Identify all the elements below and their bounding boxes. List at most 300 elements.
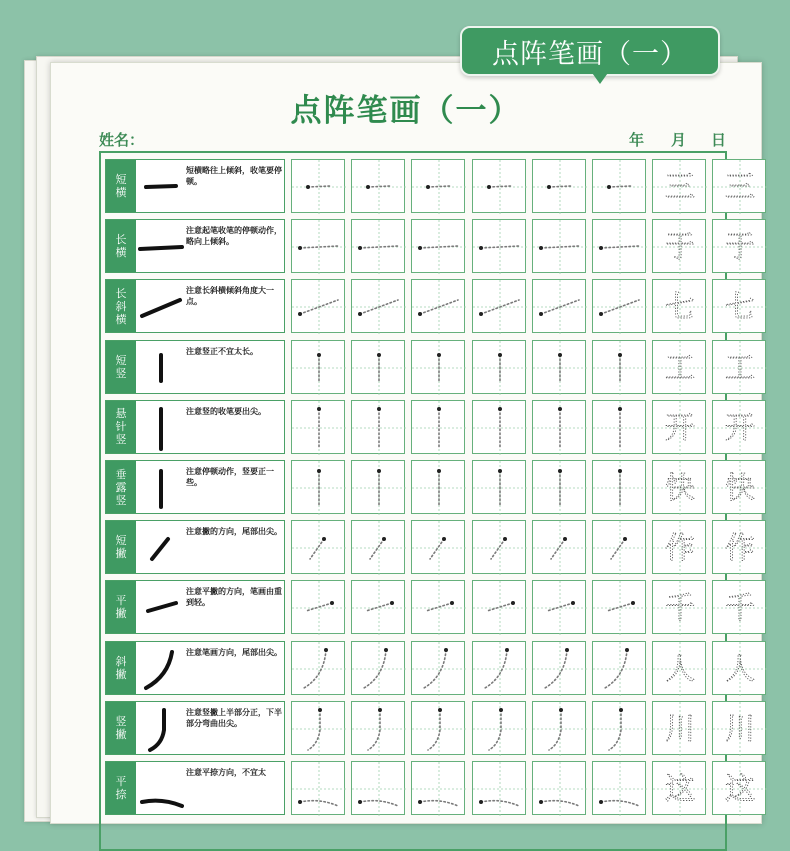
start-dot [499,708,503,712]
trace-cell[interactable] [411,400,465,454]
stroke-name-tab [106,461,136,513]
trace-cell[interactable] [351,460,405,514]
cell-guide-lines [473,762,527,816]
trace-cell[interactable] [291,520,345,574]
dotted-stroke [611,539,625,559]
dotted-stroke [489,186,511,187]
cell-guide-lines [653,341,707,395]
example-char-cell[interactable] [712,159,766,213]
trace-cell[interactable] [411,279,465,333]
stroke-label-box [105,400,285,454]
trace-cell[interactable] [291,279,345,333]
stroke-name-char: 斜 [115,654,127,668]
start-dot [503,537,507,541]
stroke-name-tab [106,762,136,814]
cell-guide-lines [713,762,767,816]
start-dot [599,246,603,250]
cell-guide-lines [593,401,647,455]
trace-cell[interactable] [532,520,586,574]
start-dot [631,601,635,605]
trace-cell[interactable] [351,701,405,755]
cell-guide-lines [292,581,346,635]
cell-guide-lines [292,762,346,816]
dotted-stroke [308,186,330,187]
dotted-stroke [364,650,386,688]
start-dot [418,312,422,316]
cell-guide-lines [713,160,767,214]
start-dot [618,407,622,411]
example-char-cell[interactable] [712,520,766,574]
trace-cell[interactable] [472,219,526,273]
cell-guide-lines [473,280,527,334]
trace-cell[interactable] [532,400,586,454]
example-char-cell[interactable] [712,761,766,815]
trace-cell[interactable] [592,159,646,213]
stroke-name-char: 竖 [115,714,127,728]
cell-guide-lines [653,702,707,756]
cell-guide-lines [533,280,587,334]
dotted-stroke [428,186,450,187]
stroke-name-char: 斜 [115,299,127,313]
cell-guide-lines [593,521,647,575]
trace-cell[interactable] [472,400,526,454]
stroke-label-box [105,761,285,815]
trace-cell[interactable] [532,340,586,394]
trace-cell[interactable] [291,159,345,213]
trace-cell[interactable] [411,219,465,273]
example-char: 于 [665,230,696,266]
stroke-label-box [105,460,285,514]
dotted-stroke [489,710,501,750]
cell-guide-lines [292,642,346,696]
trace-cell[interactable] [532,460,586,514]
stroke-label-box [105,340,285,394]
start-dot [607,185,611,189]
example-char: 七 [665,290,696,326]
start-dot [547,185,551,189]
dotted-stroke [551,539,565,559]
stroke-name-char: 长 [115,233,127,247]
cell-guide-lines [713,521,767,575]
trace-cell[interactable] [351,520,405,574]
example-char-cell[interactable] [712,701,766,755]
stroke-name-char: 短 [115,353,127,367]
stroke-label-box [105,279,285,333]
trace-cell[interactable] [291,219,345,273]
stroke-name-char: 露 [115,480,127,494]
cell-guide-lines [713,642,767,696]
dotted-stroke [368,186,390,187]
example-char: 川 [725,711,756,747]
example-char: 这 [725,772,756,807]
cell-guide-lines [473,401,527,455]
start-dot [505,648,509,652]
example-char: 三 [725,170,756,205]
start-dot [479,312,483,316]
dotted-stroke [609,186,631,187]
example-char: 人 [665,651,696,687]
stroke-name-char: 垂 [115,467,127,481]
cell-guide-lines [593,762,647,816]
trace-cell[interactable] [592,580,646,634]
stroke-name-char: 竖 [115,433,127,447]
name-label: 姓名： [99,131,145,149]
trace-cell[interactable] [532,641,586,695]
trace-cell[interactable] [411,580,465,634]
trace-cell[interactable] [472,520,526,574]
dotted-stroke [549,710,561,750]
example-char-cell[interactable] [712,340,766,394]
stroke-description: 注意长斜横倾斜角度大一点。 [186,286,274,307]
example-char-cell[interactable] [652,279,706,333]
cell-guide-lines [412,220,466,274]
cell-guide-lines [473,160,527,214]
example-char-cell[interactable] [652,641,706,695]
start-dot [317,353,321,357]
trace-cell[interactable] [411,460,465,514]
cell-guide-lines [653,521,707,575]
trace-cell[interactable] [532,761,586,815]
cell-guide-lines [593,160,647,214]
start-dot [558,469,562,473]
example-char: 开 [725,410,756,446]
trace-cell[interactable] [472,761,526,815]
start-dot [487,185,491,189]
stroke-name-char: 撇 [115,667,127,681]
start-dot [298,246,302,250]
cell-guide-lines [352,461,406,515]
cell-guide-lines [473,521,527,575]
example-char-cell[interactable] [712,580,766,634]
start-dot [539,246,543,250]
stroke-label-box [105,701,285,755]
example-char: 快 [725,471,756,506]
cell-guide-lines [292,341,346,395]
stroke-description: 注意竖撇上半部分正，下半部分弯曲出尖。 [186,707,282,728]
stroke-label-box [105,159,285,213]
trace-cell[interactable] [592,400,646,454]
start-dot [437,469,441,473]
start-dot [625,648,629,652]
trace-cell[interactable] [592,520,646,574]
stroke-row [105,460,756,514]
cell-guide-lines [713,581,767,635]
stroke-label-box [105,520,285,574]
trace-cell[interactable] [472,340,526,394]
start-dot [377,469,381,473]
trace-cell[interactable] [592,761,646,815]
dotted-stroke [605,650,627,688]
example-char-cell[interactable] [652,400,706,454]
example-char-cell[interactable] [712,641,766,695]
stroke-description: 短横略往上倾斜，收笔要停顿。 [186,166,282,186]
cell-guide-lines [352,762,406,816]
cell-guide-lines [352,702,406,756]
worksheet [50,62,762,824]
stroke-sample-icon [138,461,184,513]
stroke-row [105,400,756,454]
stroke-name-char: 竖 [115,493,127,507]
stroke-name-tab [106,160,136,212]
trace-cell[interactable] [532,580,586,634]
start-dot [558,353,562,357]
cell-guide-lines [292,702,346,756]
trace-cell[interactable] [472,159,526,213]
example-char-cell[interactable] [652,460,706,514]
trace-cell[interactable] [351,159,405,213]
example-char-cell[interactable] [652,701,706,755]
start-dot [618,469,622,473]
stroke-row [105,580,756,634]
stroke-description: 注意竖的收笔要出尖。 [186,406,266,416]
trace-cell[interactable] [291,701,345,755]
stroke-sample-icon [138,220,184,272]
trace-cell[interactable] [472,641,526,695]
start-dot [498,469,502,473]
example-char-cell[interactable] [712,460,766,514]
stroke-name-tab [106,401,136,453]
start-dot [479,246,483,250]
cell-guide-lines [653,220,707,274]
dotted-stroke [308,710,320,750]
trace-cell[interactable] [291,580,345,634]
stroke-name-tab [106,702,136,754]
trace-cell[interactable] [351,279,405,333]
trace-cell[interactable] [472,460,526,514]
example-char-cell[interactable] [652,340,706,394]
year-label: 年 [629,131,645,149]
start-dot [558,407,562,411]
stroke-row [105,701,756,755]
title-badge: 点阵笔画（一） [460,26,720,76]
cell-guide-lines [292,160,346,214]
cell-guide-lines [412,762,466,816]
dotted-stroke [300,246,338,248]
trace-cell[interactable] [351,400,405,454]
cell-guide-lines [292,521,346,575]
example-char: 千 [725,591,756,627]
example-char: 川 [665,711,696,747]
example-char-cell[interactable] [712,400,766,454]
cell-guide-lines [713,461,767,515]
start-dot [382,537,386,541]
start-dot [444,648,448,652]
trace-cell[interactable] [411,520,465,574]
start-dot [377,407,381,411]
trace-cell[interactable] [592,460,646,514]
trace-cell[interactable] [351,761,405,815]
cell-guide-lines [412,401,466,455]
start-dot [418,800,422,804]
start-dot [377,353,381,357]
trace-cell[interactable] [592,641,646,695]
cell-guide-lines [473,702,527,756]
stroke-sample-icon [138,521,184,573]
example-char: 工 [665,350,696,386]
worksheet-title: 点阵笔画（一） [290,93,522,129]
trace-cell[interactable] [351,580,405,634]
stroke-name-char: 横 [115,186,127,199]
example-char-cell[interactable] [652,219,706,273]
start-dot [298,312,302,316]
trace-cell[interactable] [592,701,646,755]
cell-guide-lines [653,642,707,696]
stroke-row [105,641,756,695]
cell-guide-lines [412,341,466,395]
start-dot [426,185,430,189]
cell-guide-lines [352,581,406,635]
cell-guide-lines [533,160,587,214]
trace-cell[interactable] [592,219,646,273]
example-char: 作 [725,531,756,567]
example-char-cell[interactable] [652,580,706,634]
cell-guide-lines [713,341,767,395]
start-dot [317,469,321,473]
cell-guide-lines [713,220,767,274]
stroke-sample-icon [138,341,184,393]
cell-guide-lines [473,461,527,515]
cell-guide-lines [713,280,767,334]
start-dot [324,648,328,652]
stroke-row [105,340,756,394]
trace-cell[interactable] [472,701,526,755]
example-char-cell[interactable] [652,159,706,213]
stroke-name-char: 横 [115,312,127,326]
cell-guide-lines [713,702,767,756]
cell-guide-lines [473,220,527,274]
stroke-row [105,279,756,333]
start-dot [378,708,382,712]
start-dot [571,601,575,605]
trace-cell[interactable] [592,279,646,333]
example-char: 快 [665,471,696,506]
stroke-description: 注意笔画方向，尾部出尖。 [186,647,282,657]
stroke-row [105,219,756,273]
stroke-name-char: 捺 [115,788,127,801]
start-dot [322,537,326,541]
dotted-stroke [609,710,621,750]
start-dot [437,353,441,357]
example-char-cell[interactable] [712,279,766,333]
start-dot [599,800,603,804]
stroke-description: 注意竖正不宜太长。 [186,346,258,356]
cell-guide-lines [412,160,466,214]
example-char: 于 [725,230,756,266]
cell-guide-lines [473,581,527,635]
example-char: 作 [665,531,696,567]
trace-cell[interactable] [291,400,345,454]
trace-cell[interactable] [411,701,465,755]
cell-guide-lines [292,401,346,455]
cell-guide-lines [412,521,466,575]
stroke-row [105,159,756,213]
stroke-description: 注意停顿动作，竖要正一些。 [186,467,274,487]
start-dot [358,246,362,250]
cell-guide-lines [653,160,707,214]
trace-cell[interactable] [291,460,345,514]
stroke-name-char: 平 [115,775,127,788]
start-dot [437,407,441,411]
stroke-name-char: 悬 [115,407,127,421]
example-char-cell[interactable] [712,219,766,273]
cell-guide-lines [533,642,587,696]
trace-cell[interactable] [472,279,526,333]
stroke-name-char: 短 [115,173,127,186]
cell-guide-lines [292,220,346,274]
trace-cell[interactable] [411,340,465,394]
stroke-sample-icon [138,581,184,633]
trace-cell[interactable] [532,701,586,755]
start-dot [418,246,422,250]
trace-cell[interactable] [472,580,526,634]
start-dot [623,537,627,541]
stroke-name-char: 针 [115,420,127,434]
cell-guide-lines [533,521,587,575]
stroke-name-char: 撇 [115,607,127,621]
month-label: 月 [671,131,687,149]
cell-guide-lines [713,401,767,455]
start-dot [442,537,446,541]
dotted-stroke [370,539,384,559]
trace-cell[interactable] [351,340,405,394]
trace-cell[interactable] [291,340,345,394]
trace-cell[interactable] [411,159,465,213]
stroke-name-char: 撇 [115,727,127,741]
stroke-description: 注意撇的方向，尾部出尖。 [186,527,282,537]
trace-cell[interactable] [351,219,405,273]
trace-cell[interactable] [291,641,345,695]
start-dot [498,353,502,357]
start-dot [618,353,622,357]
trace-cell[interactable] [351,641,405,695]
example-char: 工 [725,350,756,386]
cell-guide-lines [352,401,406,455]
start-dot [358,800,362,804]
example-char-cell[interactable] [652,761,706,815]
trace-cell[interactable] [291,761,345,815]
stroke-name-tab [106,341,136,393]
start-dot [366,185,370,189]
cell-guide-lines [292,280,346,334]
stroke-name-tab [106,642,136,694]
stroke-description: 注意起笔收笔的停顿动作，略向上倾斜。 [186,226,282,247]
trace-cell[interactable] [532,159,586,213]
example-char-cell[interactable] [652,520,706,574]
start-dot [599,312,603,316]
dotted-stroke [481,246,519,248]
stroke-name-char: 平 [115,594,127,608]
stroke-row [105,761,756,815]
stroke-name-tab [106,280,136,332]
stroke-description: 注意平撇的方向，笔画由重到轻。 [186,587,282,608]
cell-guide-lines [653,762,707,816]
trace-cell[interactable] [532,219,586,273]
cell-guide-lines [533,581,587,635]
trace-cell[interactable] [411,641,465,695]
cell-guide-lines [593,642,647,696]
trace-cell[interactable] [411,761,465,815]
badge-pointer [590,70,610,84]
dotted-stroke [485,650,507,688]
stroke-sample-icon [138,762,184,814]
cell-guide-lines [292,461,346,515]
stroke-sample-icon [138,702,184,754]
trace-cell[interactable] [532,279,586,333]
cell-guide-lines [653,401,707,455]
stroke-name-tab [106,220,136,272]
trace-cell[interactable] [592,340,646,394]
cell-guide-lines [412,642,466,696]
